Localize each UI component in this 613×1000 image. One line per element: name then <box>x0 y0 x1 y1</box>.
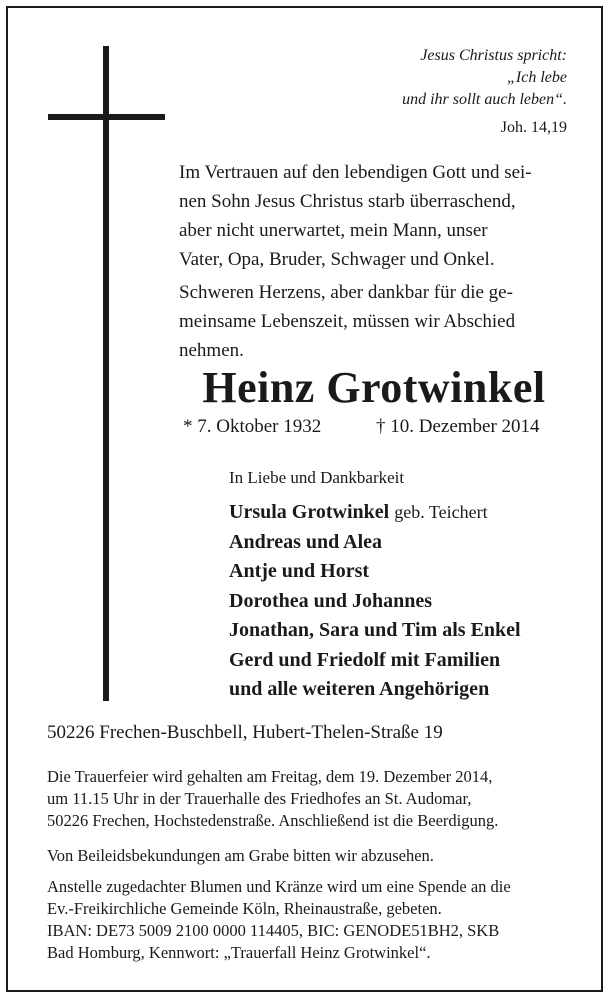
funeral-info <box>47 766 566 832</box>
quote-reference: Joh. 14,19 <box>500 119 567 136</box>
mourner-name: Ursula Grotwinkel <box>229 501 390 523</box>
mourner-item: Antje und Horst <box>229 560 370 582</box>
maiden-name: geb. Teichert <box>394 502 488 522</box>
text-line: Schweren Herzens, aber dankbar für die ge- <box>179 282 513 303</box>
text-line: Die Trauerfeier wird gehalten am Freitag, dem 19. Dezember 2014, <box>47 767 493 786</box>
bible-quote <box>267 45 567 111</box>
text-line: 50226 Frechen, Hochstedenstraße. Anschließend ist die Beerdigung. <box>47 811 499 830</box>
mourners-intro: In Liebe und Dankbarkeit <box>229 468 405 487</box>
mourner-item: Jonathan, Sara und Tim als Enkel <box>229 619 521 641</box>
mourner-item: Dorothea und Johannes <box>229 589 433 612</box>
text-line: Bad Homburg, Kennwort: „Trauerfall Heinz Grotwinkel“. <box>47 943 431 962</box>
text-line: meinsame Lebenszeit, müssen wir Abschied <box>179 311 516 332</box>
text-line: um 11.15 Uhr in der Trauerhalle des Friedhofes an St. Audomar, <box>47 789 472 808</box>
text-line: Ev.-Freikirchliche Gemeinde Köln, Rheinaustraße, gebeten. <box>47 899 442 918</box>
text-line: nen Sohn Jesus Christus starb überraschend, <box>179 191 516 212</box>
donation-info <box>47 876 566 964</box>
mourner-item <box>229 498 521 528</box>
deceased-name: Heinz Grotwinkel <box>202 363 546 412</box>
mourners-list <box>229 498 521 705</box>
mourner-item: und alle weiteren Angehörigen <box>229 678 490 700</box>
mourner-item: Andreas und Alea <box>229 530 383 553</box>
mourner-item: Gerd und Friedolf mit Familien <box>229 648 501 671</box>
text-line: IBAN: DE73 5009 2100 0000 114405, BIC: GENODE51BH2, SKB <box>47 921 500 940</box>
cross-icon <box>103 46 109 701</box>
quote-line: Jesus Christus spricht: <box>420 47 567 64</box>
text-line: Von Beileidsbekundungen am Grabe bitten wir abzusehen. <box>47 846 434 865</box>
death-date: † 10. Dezember 2014 <box>376 416 540 437</box>
farewell-paragraph <box>179 278 569 365</box>
condolence-note <box>47 845 566 867</box>
cross-icon-bar <box>48 114 165 120</box>
birth-date: * 7. Oktober 1932 <box>183 416 322 437</box>
text-line: Anstelle zugedachter Blumen und Kränze wird um eine Spende an die <box>47 877 511 896</box>
intro-paragraph <box>179 158 569 274</box>
family-address: 50226 Frechen-Buschbell, Hubert-Thelen-Straße 19 <box>47 722 443 743</box>
text-line: aber nicht unerwartet, mein Mann, unser <box>179 220 488 241</box>
text-line: Im Vertrauen auf den lebendigen Gott und sei- <box>179 162 532 183</box>
text-line: nehmen. <box>179 340 244 361</box>
quote-line: „Ich lebe <box>507 69 567 86</box>
quote-line: und ihr sollt auch leben“. <box>402 91 567 108</box>
text-line: Vater, Opa, Bruder, Schwager und Onkel. <box>179 249 495 270</box>
